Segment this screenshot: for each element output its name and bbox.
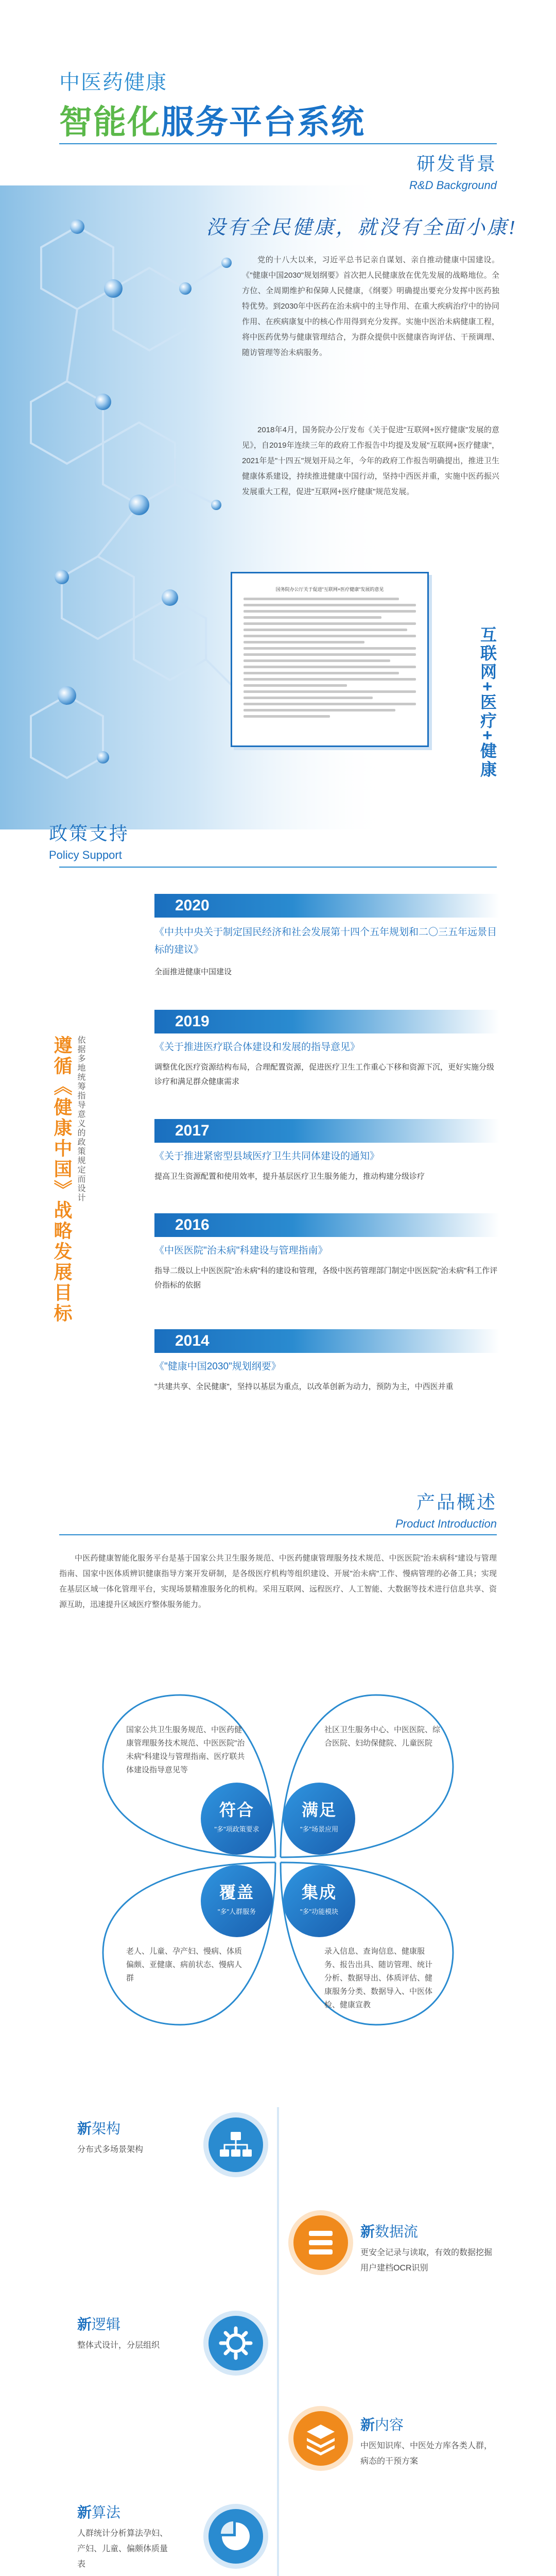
feature-shujuliu bbox=[329, 2221, 499, 2276]
box-top-left: 国家公共卫生服务规范、中医药健康管理服务技术规范、中医医院"治未病"科建设与管理指南、医疗联共体建设指导意见等 bbox=[126, 1725, 245, 1774]
doc-title: 国务院办公厅关于促进"互联网+医疗健康"发展的意见 bbox=[275, 587, 384, 592]
policy-year: 2017 bbox=[175, 1122, 210, 1139]
header-divider bbox=[59, 143, 497, 144]
policy-title-en: Policy Support bbox=[49, 849, 122, 861]
feature-title: 新算法 bbox=[77, 2504, 121, 2520]
page-title-blue: 服务平台系统 bbox=[161, 104, 365, 141]
gear-icon bbox=[208, 2316, 263, 2370]
feature-desc: 人群统计分析算法孕妇、产妇、儿童、偏颇体质量表 bbox=[77, 2529, 168, 2569]
policy-year: 2019 bbox=[175, 1013, 210, 1030]
policy-item bbox=[154, 1213, 499, 1293]
policy-year: 2014 bbox=[175, 1332, 210, 1349]
rd-title-en: R&D Background bbox=[409, 179, 497, 192]
node-manzu bbox=[283, 1797, 355, 1834]
policy-item-title: 《"健康中国2030"规划纲要》 bbox=[154, 1361, 281, 1372]
policy-vertical-main: 遵循《健康中国》战略发展目标 bbox=[51, 1036, 73, 1324]
feature-title: 新内容 bbox=[360, 2417, 404, 2433]
policy-item-desc: 指导二级以上中医医院"治未病"科的建设和管理，各级中医药管理部门制定中医医院"治未病"科工作评价指标的依据 bbox=[154, 1266, 498, 1290]
product-title-en: Product Introduction bbox=[395, 1517, 497, 1530]
rd-side-text: 互联网+医疗+健康 bbox=[478, 626, 497, 779]
box-bottom-left: 老人、儿童、孕产妇、慢病、体质偏颇、亚健康、病前状态、慢病人群 bbox=[126, 1947, 242, 1982]
box-bottom-right: 录入信息、查询信息、健康服务、报告出具、随访管理、统计分析、数据导出、体质评估、健康服务分类、数据导入、中医体检、健康宣教 bbox=[324, 1947, 433, 2009]
product-section-header bbox=[309, 1488, 497, 1531]
policy-vertical-sub: 依据多地统筹指导意义的政策规定而设计 bbox=[76, 1036, 85, 1202]
policy-item-desc: 提高卫生资源配置和使用效率，提升基层医疗卫生服务能力，推动构建分级诊疗 bbox=[154, 1172, 425, 1181]
rd-paragraph-1: 党的十八大以来，习近平总书记亲自谋划、亲自推动健康中国建设。《"健康中国2030"规划纲要》首次把人民健康放在优先发展的战略地位。全方位、全周期维护和保障人民健康，《纲要》明确提出要充分发挥中医药独特优势。到2030年中医药在治未病中的主导作用、在重大疾病治疗中的协同作用、在疾病康复中的核心作用得到充分发挥。实施中医治未病健康工程，将中医药优势与健康管理结合，为群众提供中医健康咨询评估、干预调理、随访管理等治未病服务。 bbox=[242, 256, 499, 357]
rd-section-header bbox=[329, 149, 497, 192]
feature-title: 新数据流 bbox=[360, 2224, 419, 2240]
feature-desc: 分布式多场景架构 bbox=[77, 2145, 144, 2154]
node-title: 满足 bbox=[301, 1801, 337, 1819]
policy-item-desc: 调整优化医疗资源结构布局，合理配置资源，促进医疗卫生工作重心下移和资源下沉，更好实施分级诊疗和满足群众健康需求 bbox=[154, 1063, 495, 1086]
policy-item-desc: 全面推进健康中国建设 bbox=[154, 968, 232, 976]
year-bar bbox=[154, 1329, 499, 1353]
policy-item-title: 《关于推进紧密型县域医疗卫生共同体建设的通知》 bbox=[154, 1151, 380, 1162]
year-bar bbox=[154, 894, 499, 918]
policy-item bbox=[154, 894, 499, 979]
policy-item-title: 《中共中央关于制定国民经济和社会发展第十四个五年规划和二〇三五年远景目标的建议》 bbox=[154, 927, 497, 955]
policy-divider bbox=[59, 867, 497, 868]
feature-neirong bbox=[329, 2414, 499, 2469]
node-fugai bbox=[201, 1879, 273, 1916]
policy-document-image bbox=[231, 572, 429, 747]
node-sub: "多"项政策要求 bbox=[214, 1825, 259, 1833]
feature-desc: 中医知识库、中医处方库各类人群，病态的干预方案 bbox=[360, 2442, 493, 2466]
feature-desc: 更安全记录与读取，有效的数据挖掘用户建档OCR识别 bbox=[360, 2248, 493, 2273]
product-title: 产品概述 bbox=[416, 1492, 497, 1513]
node-title: 集成 bbox=[301, 1883, 337, 1902]
node-sub: "多"场景应用 bbox=[300, 1825, 339, 1833]
page-title-green: 智能化 bbox=[59, 104, 161, 141]
feature-title: 新逻辑 bbox=[77, 2316, 121, 2332]
policy-item-title: 《中医医院"治未病"科建设与管理指南》 bbox=[154, 1245, 328, 1256]
rd-title: 研发背景 bbox=[416, 153, 497, 174]
node-title: 符合 bbox=[219, 1801, 254, 1819]
hierarchy-icon bbox=[208, 2117, 263, 2172]
node-title: 覆盖 bbox=[219, 1883, 254, 1902]
pie-chart-icon bbox=[208, 2509, 263, 2564]
rd-paragraph-2: 2018年4月，国务院办公厅发布《关于促进"互联网+医疗健康"发展的意见》，自2019年连续三年的政府工作报告中均提及发展"互联网+医疗健康"，2021年是"十四五"规划开局之年，今年的政府工作报告明确提出，推进卫生健康体系建设，持续推进健康中国行动，坚持中西医并重，实施中医药振兴发展重大工程，促进"互联网+医疗健康"规范发展。 bbox=[242, 426, 499, 496]
policy-item bbox=[154, 1010, 499, 1089]
node-fuhe bbox=[201, 1797, 273, 1834]
policy-item-desc: "共建共享、全民健康"，坚持以基层为重点，以改革创新为动力，预防为主，中西医并重 bbox=[154, 1382, 454, 1391]
feature-title: 新架构 bbox=[77, 2121, 121, 2137]
policy-item bbox=[154, 1119, 499, 1184]
year-bar bbox=[154, 1213, 499, 1237]
product-intro: 中医药健康智能化服务平台是基于国家公共卫生服务规范、中医药健康管理服务技术规范、中医医院"治未病科"建设与管理指南、国家中医体质辨识健康指导方案开发研制，是各级医疗机构等组织建设、开展"治未病"工作、慢病管理的必备工具；实现在基层区域一体化管理平台，实现场景精准服务化的机构。采用互联网、远程医疗、人工智能、大数据等技术进行信息共享、资源互助，迅速提升区域医疗整体服务能力。 bbox=[59, 1554, 497, 1609]
page-title bbox=[59, 96, 365, 143]
policy-year: 2016 bbox=[175, 1216, 210, 1233]
year-bar bbox=[154, 1010, 499, 1033]
policy-year: 2020 bbox=[175, 897, 210, 914]
node-jicheng bbox=[283, 1879, 355, 1916]
feature-desc: 整体式设计，分层组织 bbox=[77, 2341, 160, 2350]
policy-item bbox=[154, 1329, 499, 1394]
policy-item-title: 《关于推进医疗联合体建设和发展的指导意见》 bbox=[154, 1042, 360, 1053]
box-top-right: 社区卫生服务中心、中医医院、综合医院、妇幼保健院、儿童医院 bbox=[324, 1725, 441, 1748]
node-sub: "多"功能模块 bbox=[300, 1908, 339, 1916]
year-bar bbox=[154, 1119, 499, 1143]
node-sub: "多"人群服务 bbox=[217, 1908, 256, 1916]
rd-slogan: 没有全民健康，就没有全面小康! bbox=[206, 217, 517, 239]
feature-connector bbox=[277, 2107, 279, 2576]
header-subtitle: 中医药健康 bbox=[59, 71, 167, 94]
product-divider bbox=[59, 1534, 497, 1535]
policy-title: 政策支持 bbox=[49, 823, 130, 844]
policy-section-header bbox=[49, 819, 129, 862]
